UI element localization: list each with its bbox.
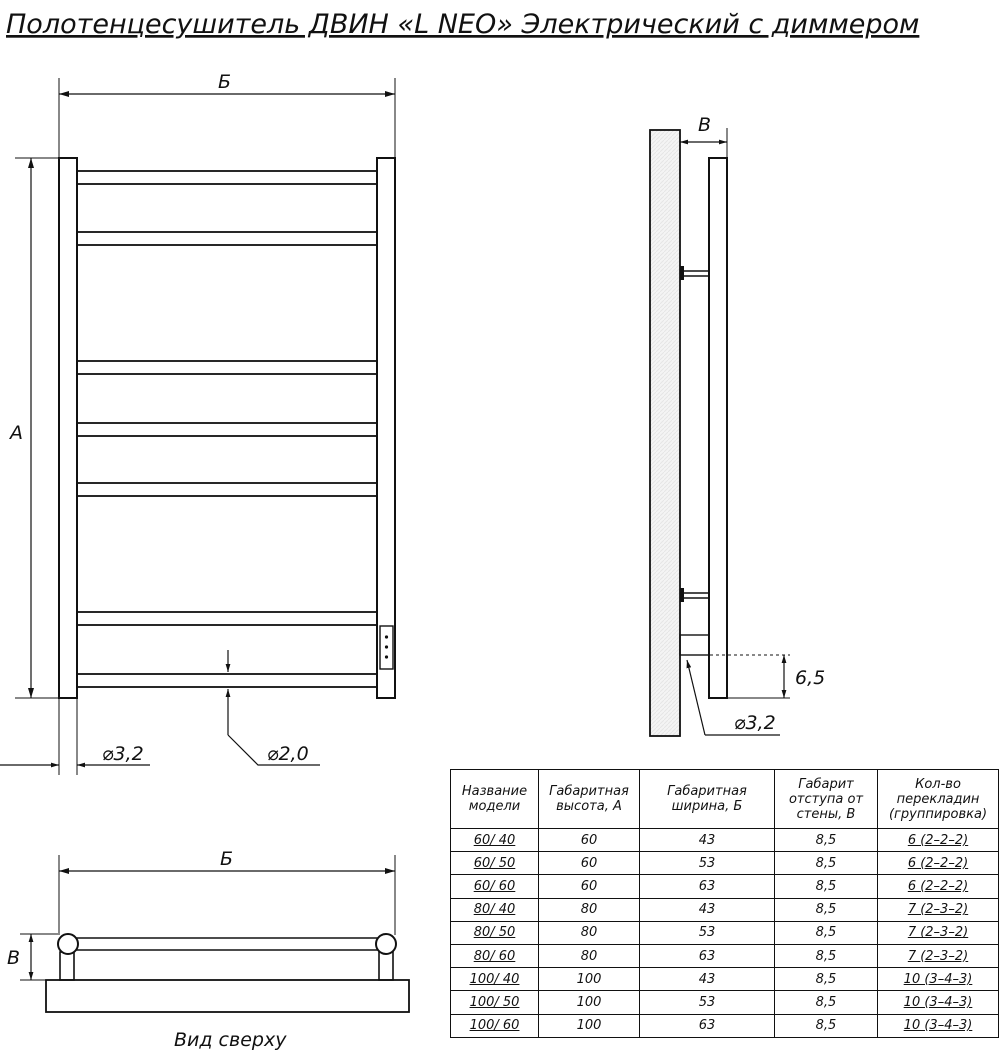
cell-offset: 8,5 — [775, 852, 878, 875]
side-bottom-dimension: 6,5 — [795, 667, 826, 689]
wall — [650, 130, 680, 736]
side-view — [650, 114, 825, 736]
cell-model: 80/ 40 — [451, 898, 539, 921]
top-view-mount — [379, 952, 393, 980]
table-row — [451, 875, 999, 898]
cell-rails: 7 (2–3–2) — [878, 921, 999, 944]
side-dia-arrow — [687, 660, 705, 735]
cell-model: 60/ 40 — [451, 829, 539, 852]
cell-rails: 7 (2–3–2) — [878, 944, 999, 967]
cell-width: 53 — [640, 991, 775, 1014]
cell-width: 63 — [640, 1014, 775, 1037]
cell-height: 100 — [539, 968, 640, 991]
table-row — [451, 1014, 999, 1037]
cell-offset: 8,5 — [775, 875, 878, 898]
table-row — [451, 852, 999, 875]
cell-width: 43 — [640, 968, 775, 991]
cell-rails: 10 (3–4–3) — [878, 1014, 999, 1037]
front-height-label: А — [10, 422, 23, 444]
dimmer-indicator — [385, 645, 388, 648]
table-row — [451, 921, 999, 944]
cell-model: 60/ 50 — [451, 852, 539, 875]
cell-offset: 8,5 — [775, 898, 878, 921]
cable-outlet — [680, 635, 709, 655]
top-offset-label: В — [7, 947, 21, 969]
table-row — [451, 898, 999, 921]
cell-height: 100 — [539, 991, 640, 1014]
cell-model: 80/ 50 — [451, 921, 539, 944]
top-view — [7, 848, 409, 1051]
cell-model: 100/ 40 — [451, 968, 539, 991]
table-body — [451, 829, 999, 1038]
cell-height: 60 — [539, 875, 640, 898]
rail — [77, 361, 377, 374]
cell-height: 100 — [539, 1014, 640, 1037]
rail-diameter-label: ⌀2,0 — [267, 743, 309, 765]
cell-offset: 8,5 — [775, 991, 878, 1014]
table-row — [451, 829, 999, 852]
side-tube-diameter-label: ⌀3,2 — [102, 743, 144, 765]
side-tube-dia-label: ⌀3,2 — [734, 712, 776, 734]
cell-width: 63 — [640, 875, 775, 898]
model-spec-table — [450, 769, 999, 1038]
header-model: Название модели — [451, 770, 539, 829]
top-width-label: Б — [220, 848, 234, 870]
front-view — [0, 71, 395, 775]
cell-width: 53 — [640, 852, 775, 875]
table-row — [451, 968, 999, 991]
cell-offset: 8,5 — [775, 829, 878, 852]
cell-height: 60 — [539, 852, 640, 875]
cell-height: 80 — [539, 944, 640, 967]
rail — [77, 483, 377, 496]
rail — [77, 674, 377, 687]
cell-model: 100/ 50 — [451, 991, 539, 1014]
header-rails: Кол-во перекладин (группировка) — [878, 770, 999, 829]
top-view-wall — [46, 980, 409, 1012]
top-view-caption: Вид сверху — [174, 1029, 287, 1051]
table-header-row — [451, 770, 999, 829]
dimmer-indicator — [385, 635, 388, 638]
cell-width: 53 — [640, 921, 775, 944]
drawing-title: Полотенцесушитель ДВИН «L NEO» Электрический с диммером — [6, 9, 920, 40]
cell-height: 80 — [539, 921, 640, 944]
header-height: Габаритная высота, А — [539, 770, 640, 829]
cell-rails: 10 (3–4–3) — [878, 968, 999, 991]
front-width-label: Б — [218, 71, 232, 93]
left-side-tube — [59, 158, 77, 698]
table-row — [451, 944, 999, 967]
rail — [77, 232, 377, 245]
cell-rails: 6 (2–2–2) — [878, 852, 999, 875]
cell-offset: 8,5 — [775, 921, 878, 944]
cell-rails: 10 (3–4–3) — [878, 991, 999, 1014]
dimmer-indicator — [385, 655, 388, 658]
side-offset-label: В — [698, 114, 712, 136]
top-view-mount — [60, 952, 74, 980]
cell-height: 80 — [539, 898, 640, 921]
rail — [77, 171, 377, 184]
wall-bracket — [680, 588, 684, 602]
top-view-tube-end — [58, 934, 78, 954]
cell-rails: 6 (2–2–2) — [878, 829, 999, 852]
rail — [77, 423, 377, 436]
wall-bracket — [680, 266, 684, 280]
cell-width: 43 — [640, 829, 775, 852]
cell-offset: 8,5 — [775, 1014, 878, 1037]
cell-rails: 7 (2–3–2) — [878, 898, 999, 921]
cell-offset: 8,5 — [775, 944, 878, 967]
cell-height: 60 — [539, 829, 640, 852]
cell-rails: 6 (2–2–2) — [878, 875, 999, 898]
header-offset: Габарит отступа от стены, В — [775, 770, 878, 829]
cell-offset: 8,5 — [775, 968, 878, 991]
cell-width: 63 — [640, 944, 775, 967]
cell-width: 43 — [640, 898, 775, 921]
side-view-tube — [709, 158, 727, 698]
cell-model: 80/ 60 — [451, 944, 539, 967]
cell-model: 100/ 60 — [451, 1014, 539, 1037]
cell-model: 60/ 60 — [451, 875, 539, 898]
right-side-tube — [377, 158, 395, 698]
top-view-tube-end — [376, 934, 396, 954]
header-width: Габаритная ширина, Б — [640, 770, 775, 829]
rail — [77, 612, 377, 625]
table-row — [451, 991, 999, 1014]
